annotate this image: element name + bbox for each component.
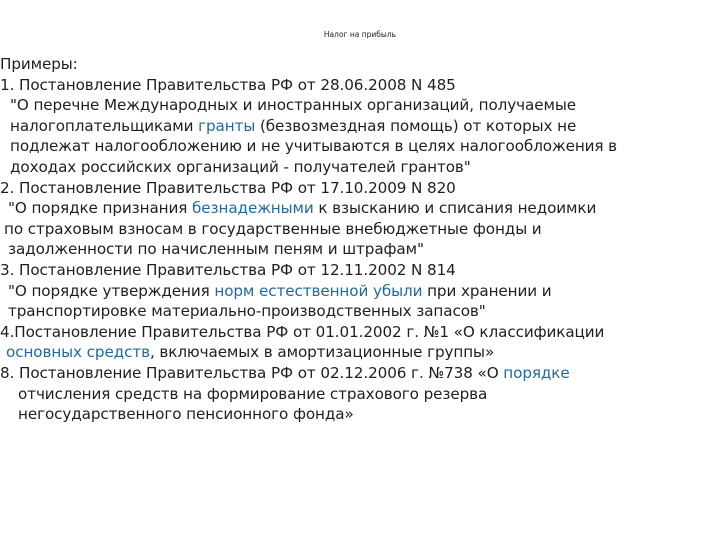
- item-2-title: 2. Постановление Правительства РФ от 17.10.2009 N 820: [0, 178, 456, 197]
- item-2-text: [8, 198, 720, 219]
- item-2-text: по страховым взносам в государственные внебюджетные фонды и: [4, 219, 542, 238]
- item-1-text-part: (безвозмездная помощь) от которых не: [255, 116, 577, 135]
- item-4-text: [6, 342, 720, 363]
- item-1-text: [10, 116, 720, 137]
- link-poryadke[interactable]: порядке: [503, 363, 570, 382]
- link-granty[interactable]: гранты: [198, 116, 256, 135]
- item-3-text-part: при хранении и: [422, 281, 552, 300]
- item-4-text-part: , включаемых в амортизационные группы»: [149, 343, 495, 362]
- item-1-text: доходах российских организаций - получателей грантов": [10, 157, 471, 176]
- link-norm-estestvennoy-ubyli[interactable]: норм естественной убыли: [214, 281, 423, 300]
- item-8-text-part: 8. Постановление Правительства РФ от 02.12.2006 г. №738 «О: [0, 363, 504, 382]
- item-8-text: отчисления средств на формирование страхового резерва: [18, 384, 488, 403]
- item-3-text-part: "О порядке утверждения: [8, 281, 215, 300]
- item-3-text: [8, 281, 720, 302]
- item-2-text: задолженности по начисленным пеням и штрафам": [8, 240, 424, 259]
- item-1-text: подлежат налогообложению и не учитываются в целях налогообложения в: [10, 137, 618, 156]
- item-1-title: 1. Постановление Правительства РФ от 28.06.2008 N 485: [0, 75, 456, 94]
- item-1-text: "О перечне Международных и иностранных организаций, получаемые: [10, 96, 576, 115]
- item-3-text: транспортировке материально-производственных запасов": [8, 302, 486, 321]
- link-beznadezhnymi[interactable]: безнадежными: [192, 199, 314, 218]
- link-osnovnykh-sredstv[interactable]: основных средств: [6, 343, 150, 362]
- item-2-text-part: "О порядке признания: [8, 199, 193, 218]
- item-8-text: негосударственного пенсионного фонда»: [18, 405, 354, 424]
- item-1-text-part: налогоплательщиками: [10, 116, 199, 135]
- item-4-title: 4.Постановление Правительства РФ от 01.01.2002 г. №1 «О классификации: [0, 322, 605, 341]
- item-8-title: [0, 363, 720, 384]
- document-body: [0, 54, 720, 425]
- item-2-text-part: к взысканию и списания недоимки: [313, 199, 597, 218]
- item-3-title: 3. Постановление Правительства РФ от 12.11.2002 N 814: [0, 260, 456, 279]
- page-header: Налог на прибыль: [323, 30, 397, 39]
- examples-heading: Примеры:: [0, 55, 78, 73]
